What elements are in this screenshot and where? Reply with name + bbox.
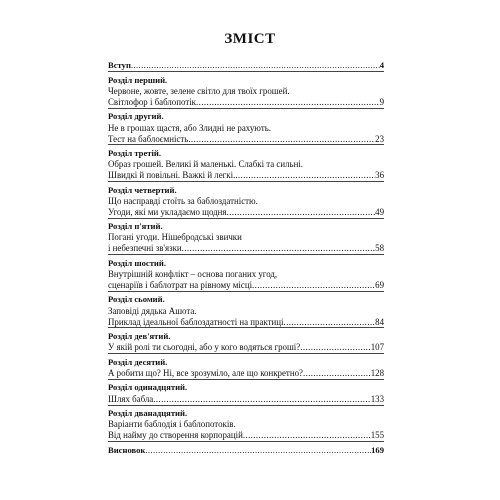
toc-entry-label: Вступ xyxy=(108,60,131,70)
toc-entry xyxy=(108,382,384,405)
toc-chapter-title: Червоне, жовте, зелене світло для твоїх грошей. xyxy=(108,86,290,96)
toc-page-number: 58 xyxy=(375,243,384,254)
toc-chapter-heading: Розділ дев'ятий. xyxy=(108,331,171,342)
toc-chapter-title: Що насправді стоїть за баблоздатністю. xyxy=(108,195,258,206)
toc-chapter-title: Образ грошей. Великі й маленькі. Слабкі та сильні. xyxy=(108,159,303,170)
toc-entry xyxy=(108,331,384,354)
toc-entry xyxy=(108,75,384,109)
toc-chapter-title: Заповіді дядька Ашота. xyxy=(108,305,197,316)
toc-line xyxy=(108,60,384,71)
toc-entry xyxy=(108,408,384,442)
dot-leader xyxy=(303,368,371,379)
toc-chapter-heading: Розділ сьомий. xyxy=(108,294,165,305)
page-title: ЗМІСТ xyxy=(224,31,276,47)
toc-chapter-title: Угоди, які ми укладаємо щодня xyxy=(108,206,227,217)
toc-chapter-title: Швидкі й повільні. Важкі й легкі. xyxy=(108,170,236,181)
toc-chapter-title: Приклад ідеальної баблоздатності на практиці xyxy=(108,316,284,327)
toc-page-number: 4 xyxy=(379,60,384,70)
dot-leader xyxy=(235,170,375,181)
toc-chapter-title: і небезпечні зв'язки xyxy=(108,243,182,254)
dot-leader xyxy=(226,207,375,218)
toc-line xyxy=(108,159,384,170)
toc-page-number: 128 xyxy=(370,367,384,378)
toc-entry-label: Висновок xyxy=(108,444,146,455)
toc-chapter-heading: Розділ десятий. xyxy=(108,356,168,367)
toc-line xyxy=(108,97,384,108)
dot-leader xyxy=(182,243,375,254)
toc-entry xyxy=(108,258,384,292)
toc-line xyxy=(108,232,384,243)
toc-chapter-heading: Розділ перший. xyxy=(108,74,168,85)
toc-chapter-title: Шлях бабла xyxy=(108,393,154,404)
toc-line xyxy=(108,394,384,405)
toc-entry xyxy=(108,148,384,182)
dot-leader xyxy=(131,60,380,71)
toc-entry xyxy=(108,294,384,328)
toc-page-number: 107 xyxy=(370,342,384,353)
toc-entry xyxy=(108,445,384,456)
toc-line xyxy=(108,123,384,134)
toc-chapter-title: сценаріїв і баблотрат на рівному місці xyxy=(108,279,253,290)
toc-chapter-heading: Розділ п'ятий. xyxy=(108,221,163,232)
dot-leader xyxy=(283,317,375,328)
dot-leader xyxy=(252,280,375,291)
toc-entry xyxy=(108,221,384,255)
dot-leader xyxy=(300,342,370,353)
toc-line xyxy=(108,196,384,207)
toc-page-number: 69 xyxy=(375,279,384,290)
toc-page-number: 133 xyxy=(370,393,384,404)
toc-line xyxy=(108,269,384,280)
toc-entry xyxy=(108,111,384,145)
toc-chapter-title: А робити що? Ні, все зрозуміло, але що конкретно? xyxy=(108,367,303,378)
toc-chapter-heading: Розділ одинадцятий. xyxy=(108,382,188,393)
toc-chapter-title: Від найму до створення корпорацій xyxy=(108,430,243,441)
toc-line xyxy=(108,86,384,97)
toc-entry xyxy=(108,60,384,72)
toc-chapter-title: Погані угоди. Нішебродські звички xyxy=(108,232,242,243)
toc-page-number: 155 xyxy=(370,430,384,441)
toc-chapter-title: Внутрішній конфлікт – основа поганих угод, xyxy=(108,269,278,280)
dot-leader xyxy=(243,430,371,441)
toc-line xyxy=(108,280,384,291)
dot-leader xyxy=(188,134,375,145)
toc-page-number: 49 xyxy=(375,206,384,217)
toc-chapter-heading: Розділ другий. xyxy=(108,111,164,122)
toc-chapter-title: У якій ролі ти сьогодні, або у кого водяться гроші? xyxy=(108,342,301,353)
toc-line xyxy=(108,243,384,254)
dot-leader xyxy=(153,394,370,405)
toc-chapter-heading: Розділ шостий. xyxy=(108,257,166,268)
table-of-contents xyxy=(108,60,384,456)
toc-line xyxy=(108,342,384,353)
toc-line xyxy=(108,170,384,181)
toc-line xyxy=(108,445,384,456)
toc-chapter-heading: Розділ дванадцятий. xyxy=(108,408,188,419)
toc-line xyxy=(108,207,384,218)
toc-line xyxy=(108,430,384,441)
dot-leader xyxy=(196,97,380,108)
toc-page-number: 23 xyxy=(375,133,384,144)
toc-chapter-heading: Розділ четвертий. xyxy=(108,184,177,195)
toc-line xyxy=(108,134,384,145)
toc-chapter-title: Не в грошах щастя, або Злидні не рахують. xyxy=(108,122,271,133)
toc-page-number: 84 xyxy=(375,316,384,327)
toc-entry xyxy=(108,185,384,219)
toc-line xyxy=(108,317,384,328)
toc-entry xyxy=(108,357,384,380)
toc-chapter-title: Тест на баблоємність xyxy=(108,133,189,144)
toc-chapter-title: Світлофор і баблопотік xyxy=(108,96,196,107)
toc-page-number: 9 xyxy=(379,96,384,107)
toc-page-number: 169 xyxy=(371,444,384,455)
toc-chapter-title: Варіанти баблодія і баблопотоків. xyxy=(108,419,236,430)
toc-page-number: 36 xyxy=(375,170,384,181)
toc-line xyxy=(108,368,384,379)
toc-line xyxy=(108,306,384,317)
toc-line xyxy=(108,419,384,430)
dot-leader xyxy=(145,445,371,456)
toc-chapter-heading: Розділ третій. xyxy=(108,148,161,159)
